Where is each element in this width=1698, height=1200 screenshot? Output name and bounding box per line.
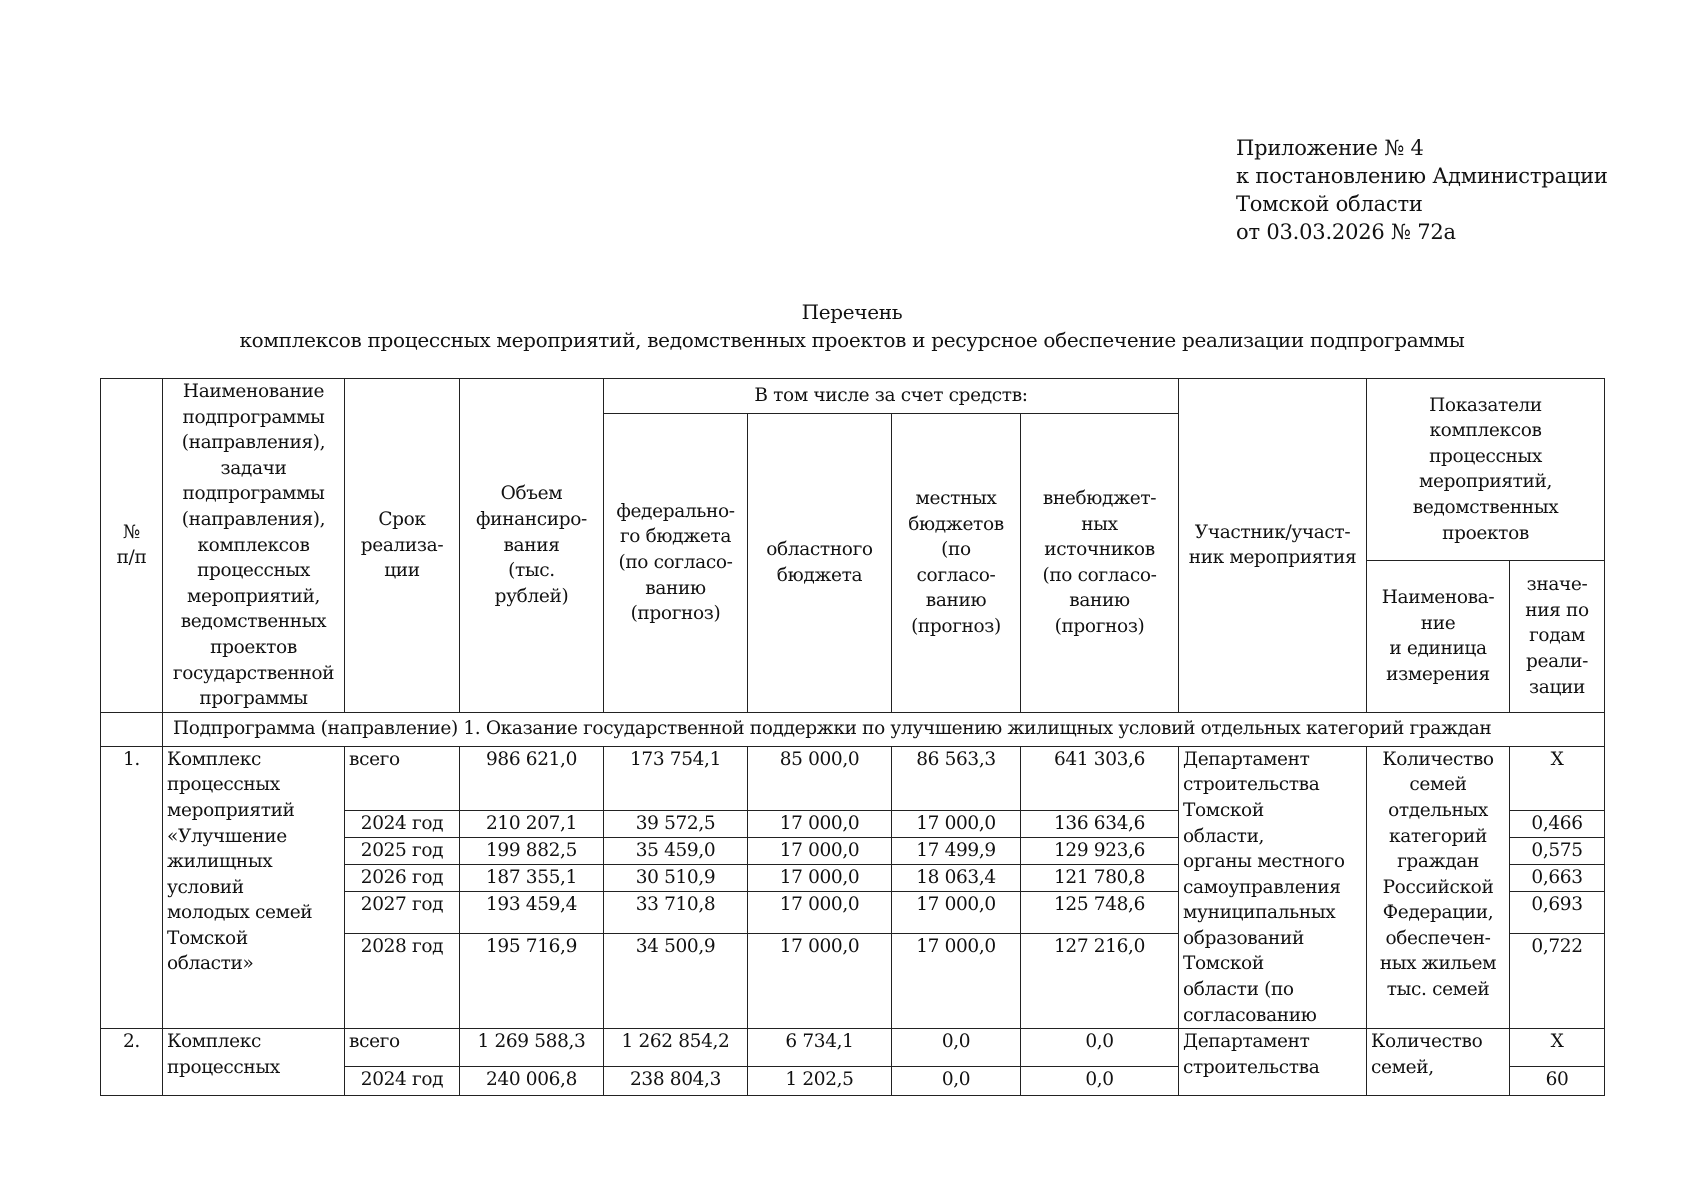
row-term: 2024 год <box>345 1067 460 1096</box>
row-regional: 17 000,0 <box>748 933 892 1029</box>
row-extra: 641 303,6 <box>1021 746 1179 810</box>
row-term: всего <box>345 746 460 810</box>
row-regional: 1 202,5 <box>748 1067 892 1096</box>
header-num: № п/п <box>101 379 163 713</box>
row-term: 2024 год <box>345 811 460 838</box>
row-term: всего <box>345 1029 460 1067</box>
row-term: 2027 год <box>345 892 460 933</box>
title-line-1: Перечень <box>801 300 903 324</box>
row-federal: 33 710,8 <box>604 892 748 933</box>
row-federal: 1 262 854,2 <box>604 1029 748 1067</box>
row-local: 17 000,0 <box>892 811 1021 838</box>
row-extra: 0,0 <box>1021 1029 1179 1067</box>
row-regional: 17 000,0 <box>748 811 892 838</box>
header-extra: внебюджет- ных источников (по согласо- ванию (прогноз) <box>1021 414 1179 713</box>
row-volume: 1 269 588,3 <box>460 1029 604 1067</box>
item-participant: Департамент строительства Томской области, органы местного самоуправления муниципальных образований Томской области (по согласованию <box>1179 746 1367 1029</box>
header-volume: Объем финансиро- вания (тыс. рублей) <box>460 379 604 713</box>
row-regional: 85 000,0 <box>748 746 892 810</box>
row-federal: 39 572,5 <box>604 811 748 838</box>
item-participant: Департамент строительства <box>1179 1029 1367 1096</box>
item-name: Комплекс процессных мероприятий «Улучшение жилищных условий молодых семей Томской области» <box>163 746 345 1029</box>
row-local: 18 063,4 <box>892 865 1021 892</box>
appendix-line: Томской области <box>1236 192 1423 216</box>
header-indicator-values: значе- ния по годам реали- зации <box>1510 560 1605 712</box>
row-local: 0,0 <box>892 1029 1021 1067</box>
row-local: 86 563,3 <box>892 746 1021 810</box>
row-term: 2026 год <box>345 865 460 892</box>
item-name: Комплекс процессных <box>163 1029 345 1096</box>
item-indicator: Количество семей отдельных категорий граждан Российской Федерации, обеспечен- ных жильем тыс. семей <box>1367 746 1510 1029</box>
subprogram-title: Подпрограмма (направление) 1. Оказание государственной поддержки по улучшению жилищных условий отдельных категорий граждан <box>163 712 1605 746</box>
title-line-2: комплексов процессных мероприятий, ведомственных проектов и ресурсное обеспечение реализации подпрограммы <box>239 328 1465 352</box>
row-regional: 17 000,0 <box>748 892 892 933</box>
row-local: 17 499,9 <box>892 838 1021 865</box>
row-volume: 193 459,4 <box>460 892 604 933</box>
row-regional: 17 000,0 <box>748 838 892 865</box>
table-row <box>101 746 1605 810</box>
appendix-line: Приложение № 4 <box>1236 136 1424 160</box>
row-volume: 195 716,9 <box>460 933 604 1029</box>
row-value: 0,575 <box>1510 838 1605 865</box>
row-extra: 121 780,8 <box>1021 865 1179 892</box>
row-federal: 30 510,9 <box>604 865 748 892</box>
header-participant: Участник/участ- ник мероприятия <box>1179 379 1367 713</box>
header-regional: областного бюджета <box>748 414 892 713</box>
row-extra: 129 923,6 <box>1021 838 1179 865</box>
row-federal: 238 804,3 <box>604 1067 748 1096</box>
appendix-header <box>1236 134 1608 246</box>
row-regional: 6 734,1 <box>748 1029 892 1067</box>
appendix-line: от 03.03.2026 № 72а <box>1236 220 1456 244</box>
header-indicators: Показатели комплексов процессных мероприятий, ведомственных проектов <box>1367 379 1605 561</box>
item-num: 2. <box>101 1029 163 1096</box>
appendix-line: к постановлению Администрации <box>1236 164 1608 188</box>
row-term: 2025 год <box>345 838 460 865</box>
header-indicator-name: Наименова- ние и единица измерения <box>1367 560 1510 712</box>
row-volume: 210 207,1 <box>460 811 604 838</box>
row-volume: 240 006,8 <box>460 1067 604 1096</box>
header-term: Срок реализа- ции <box>345 379 460 713</box>
row-federal: 35 459,0 <box>604 838 748 865</box>
header-name: Наименование подпрограммы (направления), задачи подпрограммы (направления), комплексов процессных мероприятий, ведомственных проектов государственной программы <box>163 379 345 713</box>
header-federal: федерально- го бюджета (по согласо- ванию (прогноз) <box>604 414 748 713</box>
row-term: 2028 год <box>345 933 460 1029</box>
item-indicator: Количество семей, <box>1367 1029 1510 1096</box>
header-local: местных бюджетов (по согласо- ванию (прогноз) <box>892 414 1021 713</box>
row-federal: 173 754,1 <box>604 746 748 810</box>
row-value: 0,466 <box>1510 811 1605 838</box>
financing-table <box>100 378 1605 1096</box>
row-extra: 125 748,6 <box>1021 892 1179 933</box>
document-title <box>100 298 1604 354</box>
item-num: 1. <box>101 746 163 1029</box>
row-extra: 127 216,0 <box>1021 933 1179 1029</box>
header-including: В том числе за счет средств: <box>604 379 1179 414</box>
row-value: 60 <box>1510 1067 1605 1096</box>
row-volume: 986 621,0 <box>460 746 604 810</box>
subprogram-num-cell <box>101 712 163 746</box>
row-value: 0,663 <box>1510 865 1605 892</box>
row-value: Х <box>1510 746 1605 810</box>
row-volume: 199 882,5 <box>460 838 604 865</box>
row-volume: 187 355,1 <box>460 865 604 892</box>
row-local: 0,0 <box>892 1067 1021 1096</box>
row-regional: 17 000,0 <box>748 865 892 892</box>
row-local: 17 000,0 <box>892 933 1021 1029</box>
row-value: 0,722 <box>1510 933 1605 1029</box>
row-local: 17 000,0 <box>892 892 1021 933</box>
row-value: 0,693 <box>1510 892 1605 933</box>
row-federal: 34 500,9 <box>604 933 748 1029</box>
table-row <box>101 1029 1605 1067</box>
row-extra: 0,0 <box>1021 1067 1179 1096</box>
row-value: Х <box>1510 1029 1605 1067</box>
row-extra: 136 634,6 <box>1021 811 1179 838</box>
